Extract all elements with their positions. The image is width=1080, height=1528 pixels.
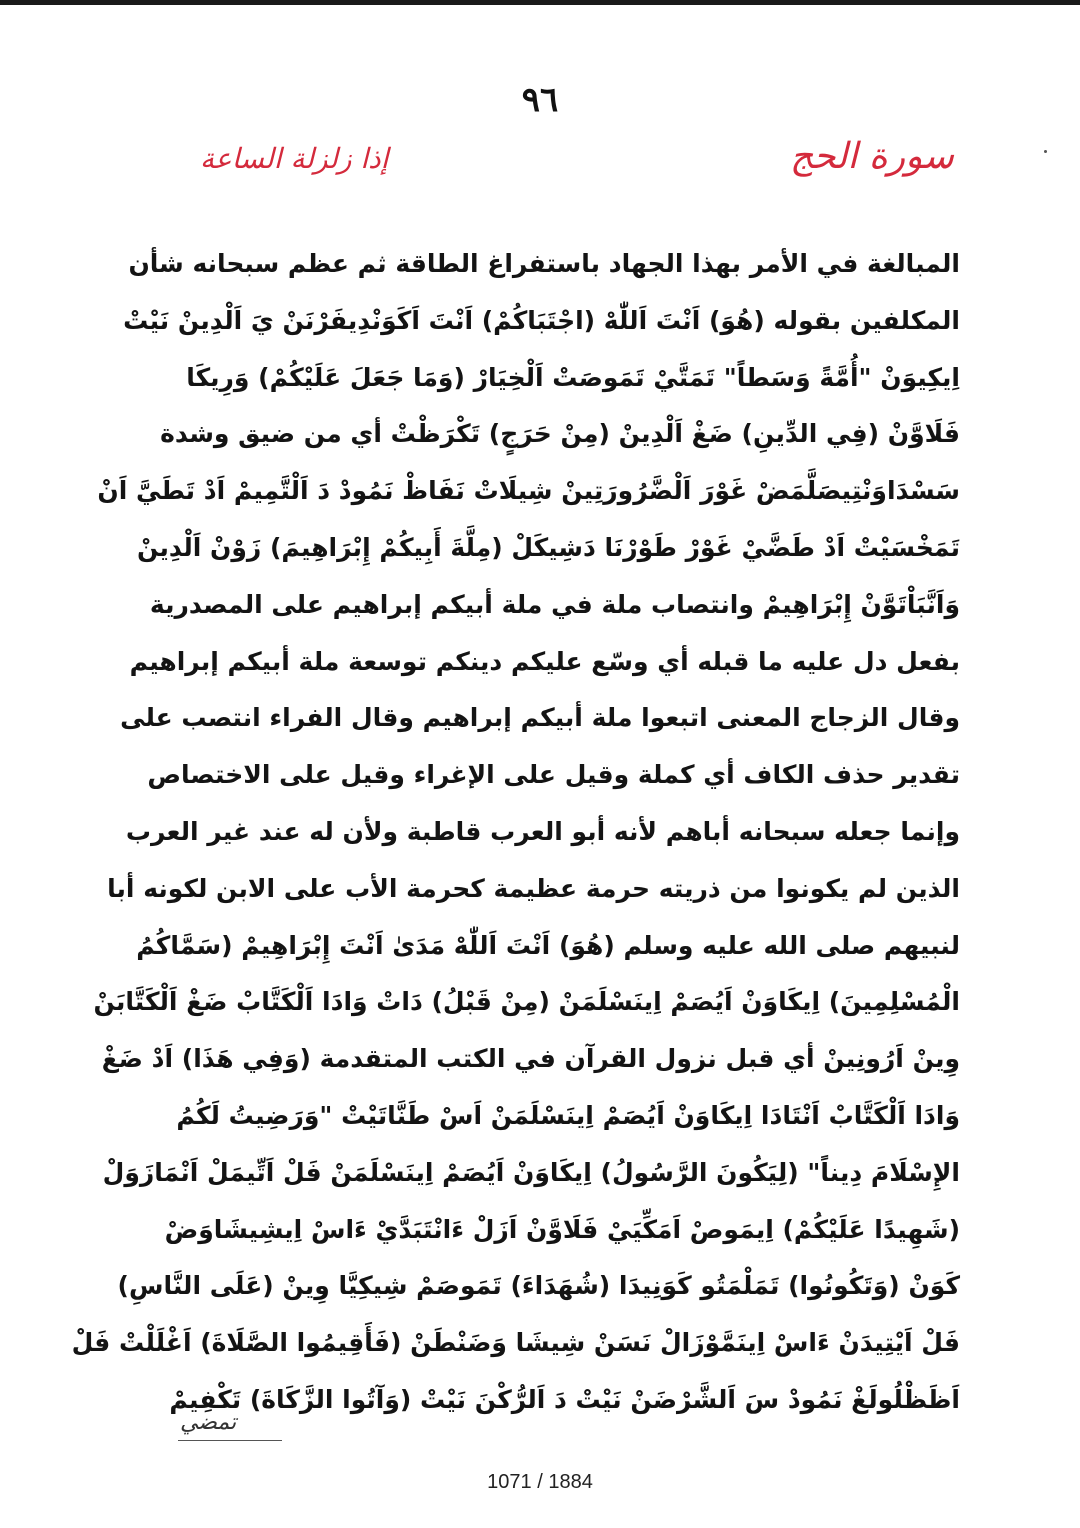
- text-line: فَلَاوَّنْ (فِي الدِّينِ) ضَغْ اَلْدِينْ (مِنْ حَرَجٍ) تَكْرَظْتْ أي من ضيق وشدة: [160, 419, 960, 449]
- surah-heading-handwritten: سورة الحج: [790, 136, 954, 177]
- text-line: اَظَظْلُولَغْ نَمُودْ سَ اَلشَّرْضَنْ نَيْتْ دَ اَلرُّكْنَ نَيْتْ (وَآتُوا الزَّكَاةَ) تَكْفِيمْ: [169, 1384, 960, 1414]
- top-border-rule: [0, 0, 1080, 5]
- text-line: اِيكِيوَنْ "أُمَّةً وَسَطاً" تَمَتَّيْ تَمَوصَتْ اَلْخِيَارْ (وَمَا جَعَلَ عَلَيْكُمْ) وَرِيكَا: [186, 362, 960, 392]
- text-line: كَوَنْ (وَتَكُونُوا) تَمَلْمَتُو كَوَنِيدَا (شُهَدَاءَ) تَمَوصَمْ شِيكِيَّا وِينْ (عَلَى النَّاسِ): [117, 1271, 960, 1301]
- text-line: وإنما جعله سبحانه أباهم لأنه أبو العرب قاطبة ولأن له عند غير العرب: [125, 816, 960, 846]
- text-line: فَلْ اَيْتِيدَنْ ءَاسْ اِينَمَّوْزَالْ نَسَنْ شِيشَا وَضَنْطَنْ (فَأَقِيمُوا الصَّلَاةَ) اَغْلَلْتْ فَلْ: [71, 1328, 960, 1358]
- catchword-underline: [178, 1440, 282, 1441]
- scan-speck: [1044, 150, 1047, 153]
- page-counter: 1071 / 1884: [487, 1471, 593, 1493]
- text-line: الْمُسْلِمِينَ) اِيكَاوَنْ اَيُصَمْ اِينَسْلَمَنْ (مِنْ قَبْلُ) دَاتْ وَادَا اَلْكَتَّابْ ضَغْ اَلْكَتَّابَنْ: [93, 987, 960, 1017]
- text-line: وَادَا اَلْكَتَّابْ اَنْتَادَا اِيكَاوَنْ اَيُصَمْ اِينَسْلَمَنْ اَسْ طَنَّاتَيْتْ "وَرَضِيتُ لَكُمُ: [176, 1100, 960, 1130]
- text-line: وقال الزجاج المعنى اتبعوا ملة أبيكم إبراهيم وقال الفراء انتصب على: [120, 703, 960, 733]
- catchword-note: تمضي: [180, 1410, 237, 1435]
- text-line: تقدير حذف الكاف أي كملة وقيل على الإغراء وقيل على الاختصاص: [147, 760, 960, 790]
- text-line: وَاَنَّبَاْتَوَّنْ إِبْرَاهِيمْ وانتصاب ملة في ملة أبيكم إبراهيم على المصدرية: [149, 589, 960, 619]
- text-line: (شَهِيدًا عَلَيْكُمْ) اِيمَوصْ اَمَكِّيَيْ فَلَاوَّنْ اَزَلْ ءَانْتَبَدَّيْ ءَاسْ اِيشِيشَاوَضْ: [164, 1214, 960, 1244]
- text-line: المكلفين بقوله (هُوَ) اَنْتَ اَللّٰهْ (اجْتَبَاكُمْ) اَنْتَ اَكَوَنْدِيفَرْنَنْ يَ اَلْدِينْ نَيْتْ: [123, 305, 960, 335]
- text-line: الذين لم يكونوا من ذريته حرمة عظيمة كحرمة الأب على الابن لكونه أبا: [107, 873, 960, 903]
- text-line: وِينْ اَرُونِينْ أي قبل نزول القرآن في الكتب المتقدمة (وَفِي هَذَا) اَدْ ضَغْ: [101, 1044, 960, 1074]
- text-line: الإِسْلَامَ دِيناً" (لِيَكُونَ الرَّسُولُ) اِيكَاوَنْ اَيُصَمْ اِينَسْلَمَنْ فَلْ اَتِّيمَلْ اَنْمَازَوَلْ: [102, 1157, 960, 1187]
- verse-heading-handwritten: إذا زلزلة الساعة: [200, 142, 389, 175]
- text-line: بفعل دل عليه ما قبله أي وسّع عليكم دينكم توسعة ملة أبيكم إبراهيم: [129, 646, 960, 676]
- text-line: لنبيهم صلى الله عليه وسلم (هُوَ) اَنْتَ اَللّٰهْ مَدَىٰ اَنْتَ إِبْرَاهِيمْ (سَمَّاكُمُ: [136, 930, 960, 960]
- text-line: سَسْدَاوَنْتِيصَلَّمَضْ غَوْرَ اَلْضَّرُورَتِينْ شِيلَاتْ نَفَاظْ نَمُودْ دَ اَلْتَّمِيمْ اَدْ تَطَيَّ اَنْ: [97, 476, 960, 506]
- text-line: تَمَخْسَيْتْ اَدْ طَضَّيْ غَوْرْ طَوْرْنَا دَشِيكَلْ (مِلَّةَ أَبِيكُمْ إِبْرَاهِيمَ) زَوْنْ اَلْدِينْ: [137, 532, 960, 562]
- text-line: المبالغة في الأمر بهذا الجهاد باستفراغ الطاقة ثم عظم سبحانه شأن: [128, 249, 960, 278]
- body-text: [71, 236, 960, 1429]
- page-number: ٩٦: [521, 80, 559, 120]
